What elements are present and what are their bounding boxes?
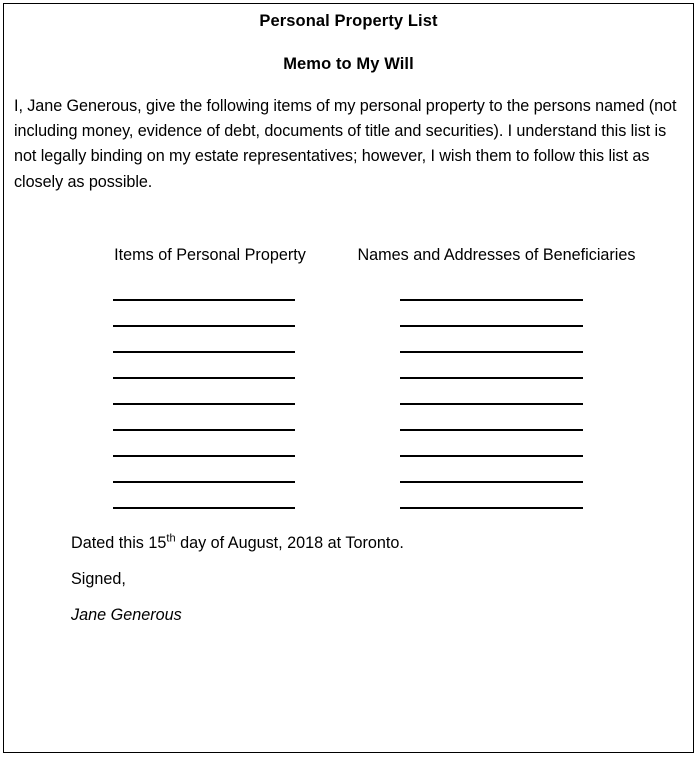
beneficiary-entry-line[interactable] [400, 403, 583, 405]
table-row [14, 469, 683, 495]
item-entry-line[interactable] [113, 377, 295, 379]
ordinal-suffix: th [166, 532, 176, 545]
signature-name: Jane Generous [71, 605, 182, 624]
beneficiary-entry-line[interactable] [400, 351, 583, 353]
beneficiary-entry-line[interactable] [400, 325, 583, 327]
column-header-beneficiaries: Names and Addresses of Beneficiaries [357, 245, 636, 264]
beneficiary-entry-line[interactable] [400, 455, 583, 457]
beneficiary-entry-line[interactable] [400, 377, 583, 379]
beneficiary-entry-line[interactable] [400, 481, 583, 483]
table-column-headers [14, 243, 683, 267]
closing-block [14, 505, 683, 633]
item-entry-line[interactable] [113, 455, 295, 457]
table-row [14, 287, 683, 313]
table-row [14, 391, 683, 417]
item-entry-line[interactable] [113, 325, 295, 327]
beneficiary-entry-line[interactable] [400, 299, 583, 301]
dated-line [71, 525, 683, 561]
column-header-items: Items of Personal Property [114, 245, 306, 264]
table-row [14, 495, 683, 521]
item-entry-line[interactable] [113, 351, 295, 353]
intro-paragraph: I, Jane Generous, give the following items of my personal property to the persons named (not including money, evidence of debt, documents of title and securities). I understand this list is not legally binding on my estate representatives; however, I wish them to follow this list as closely as possible. [14, 97, 677, 191]
table-row [14, 365, 683, 391]
dated-prefix: Dated this 15 [71, 533, 167, 552]
item-entry-line[interactable] [113, 429, 295, 431]
item-entry-line[interactable] [113, 507, 295, 509]
beneficiary-entry-line[interactable] [400, 507, 583, 509]
item-entry-line[interactable] [113, 403, 295, 405]
dated-rest: day of August, 2018 at Toronto. [175, 533, 404, 552]
document-subtitle: Memo to My Will [283, 54, 414, 73]
table-row [14, 339, 683, 365]
table-blank-rows [14, 287, 683, 505]
table-row [14, 443, 683, 469]
page-title: Personal Property List [259, 12, 438, 30]
beneficiary-entry-line[interactable] [400, 429, 583, 431]
item-entry-line[interactable] [113, 299, 295, 301]
table-row [14, 313, 683, 339]
item-entry-line[interactable] [113, 481, 295, 483]
property-list-table [14, 195, 683, 505]
table-row [14, 417, 683, 443]
signed-label: Signed, [71, 569, 126, 588]
